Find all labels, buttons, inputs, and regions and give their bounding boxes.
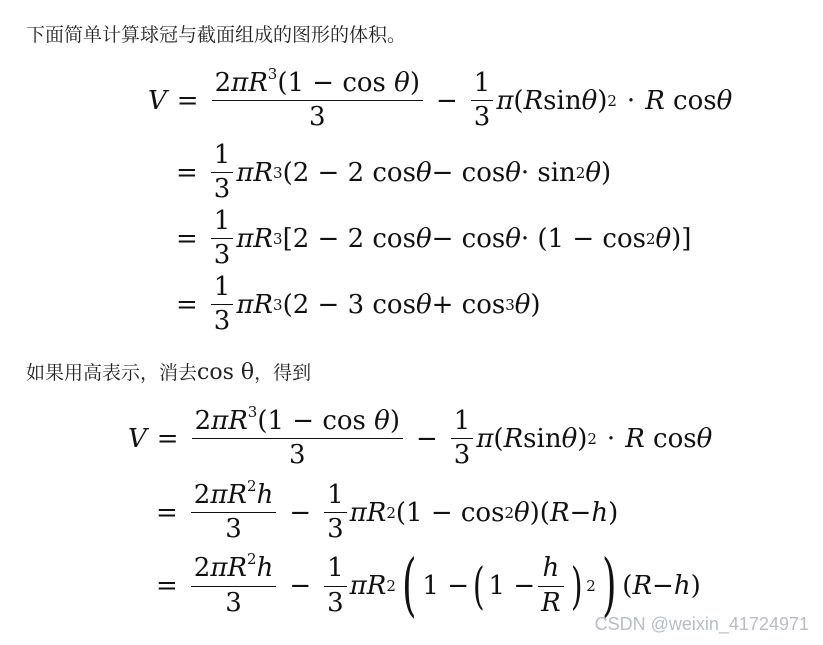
equation-line: = $\frac{2\pi R^2h}{3}$ − $\frac{1}{3}$ πR 2 (1 − cos 2 θ )( R − h ) — [156, 477, 619, 545]
equation-line: V = $\frac{2\pi R^3(1 - \cos \theta)}{3}$ − $\frac{1}{3}$ π ( R sin θ ) 2 · R cos θ — [128, 403, 713, 471]
equation-line: V = $\frac{2\pi R^3(1 - \cos \theta)}{3}$ − $\frac{1}{3}$ π ( R sin θ ) 2 · R cos θ — [148, 65, 733, 133]
second-paragraph — [26, 358, 311, 385]
watermark: CSDN @weixin_41724971 — [594, 614, 809, 634]
second-paragraph-prefix: 如果用高表示，消去 — [26, 362, 198, 384]
equation-line: = $\frac{1}{3}$ πR 3 [2 − 2 cos θ − cos θ · (1 − cos 2 θ )] — [176, 206, 692, 271]
second-paragraph-math: cos θ — [197, 360, 255, 385]
second-paragraph-suffix: ，得到 — [254, 362, 312, 384]
intro-paragraph: 下面简单计算球冠与截面组成的图形的体积。 — [26, 24, 407, 46]
equation-line: = $\frac{1}{3}$ πR 3 (2 − 3 cos θ + cos 3 θ ) — [176, 272, 541, 337]
equation-line: = $\frac{2\pi R^2h}{3}$ − $\frac{1}{3}$ πR 2 ( 1 − ( 1 − $\frac{h}{R}$ ) 2 ) ( R − h ) — [156, 546, 701, 625]
equation-line: = $\frac{1}{3}$ πR 3 (2 − 2 cos θ − cos θ · sin 2 θ ) — [176, 140, 612, 205]
